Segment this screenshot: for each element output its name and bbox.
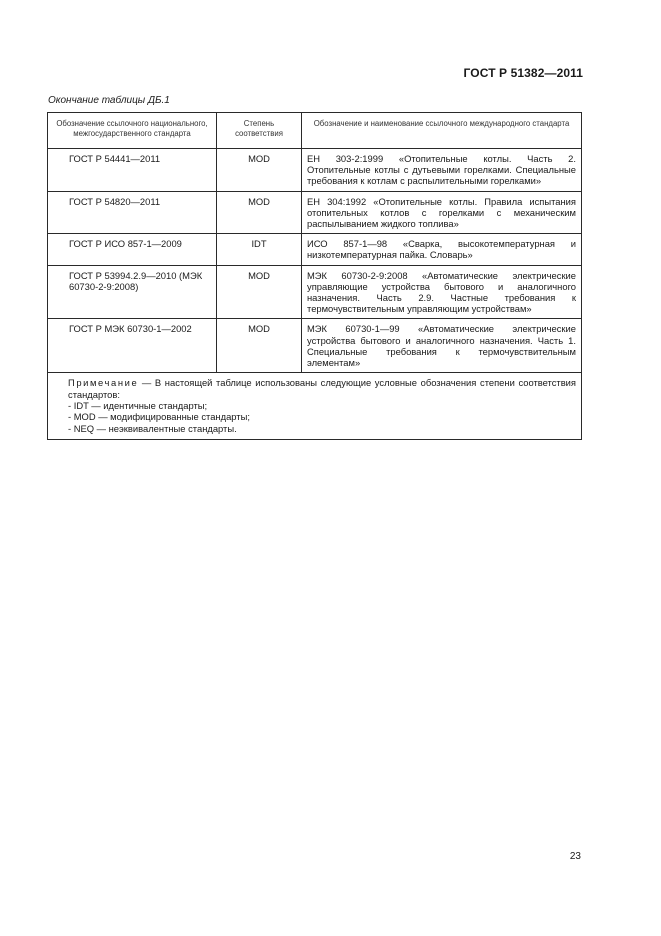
table-row [48, 234, 582, 265]
degree-cell: MOD [217, 319, 302, 373]
international-standard-cell: ИСО 857-1—98 «Сварка, высокотемпературная и низкотемпературная пайка. Словарь» [302, 234, 582, 265]
note-intro [68, 377, 576, 400]
table-row [48, 319, 582, 373]
table-row [48, 149, 582, 192]
degree-cell: MOD [217, 191, 302, 234]
international-standard-cell: МЭК 60730-1—99 «Автоматические электрические устройства бытового и аналогичного назначения. Часть 1. Специальные требования к термочувствительным элементам» [302, 319, 582, 373]
table-note-row [48, 373, 582, 440]
note-label: Примечание [68, 377, 139, 389]
table-caption: Окончание таблицы ДБ.1 [48, 95, 170, 106]
standards-table [47, 112, 582, 440]
table-row [48, 191, 582, 234]
page-number: 23 [569, 851, 581, 862]
table-note [48, 373, 582, 440]
note-item-idt: - IDT — идентичные стандарты; [68, 400, 208, 412]
degree-cell: IDT [217, 234, 302, 265]
note-text: — В настоящей таблице использованы следующие условные обозначения степени соответствия стандартов: [68, 377, 576, 400]
degree-cell: MOD [217, 149, 302, 192]
column-header-degree: Степень соответствия [217, 113, 302, 149]
national-standard-cell: ГОСТ Р 53994.2.9—2010 (МЭК 60730-2-9:2008) [48, 265, 217, 319]
international-standard-cell: ЕН 303-2:1999 «Отопительные котлы. Часть 2. Отопительные котлы с дутьевыми горелками. Специальные требования к котлам с распылительными горелками» [302, 149, 582, 192]
document-code: ГОСТ Р 51382—2011 [463, 66, 583, 80]
table-row [48, 265, 582, 319]
note-item-mod: - MOD — модифицированные стандарты; [68, 411, 250, 423]
national-standard-cell: ГОСТ Р ИСО 857-1—2009 [48, 234, 217, 265]
note-item-neq: - NEQ — неэквивалентные стандарты. [68, 422, 237, 434]
international-standard-cell: МЭК 60730-2-9:2008 «Автоматические электрические управляющие устройства бытового и аналогичного назначения. Часть 2.9. Частные требования к термочувствительным управляющим устройствам» [302, 265, 582, 319]
national-standard-cell: ГОСТ Р МЭК 60730-1—2002 [48, 319, 217, 373]
international-standard-cell: ЕН 304:1992 «Отопительные котлы. Правила испытания отопительных котлов с горелками с механическим распылыванием жидкого топлива» [302, 191, 582, 234]
national-standard-cell: ГОСТ Р 54441—2011 [48, 149, 217, 192]
degree-cell: MOD [217, 265, 302, 319]
national-standard-cell: ГОСТ Р 54820—2011 [48, 191, 217, 234]
column-header-national: Обозначение ссылочного национального, межгосударственного стандарта [48, 113, 217, 149]
table-header-row [48, 113, 582, 149]
column-header-international: Обозначение и наименование ссылочного международного стандарта [302, 113, 582, 149]
